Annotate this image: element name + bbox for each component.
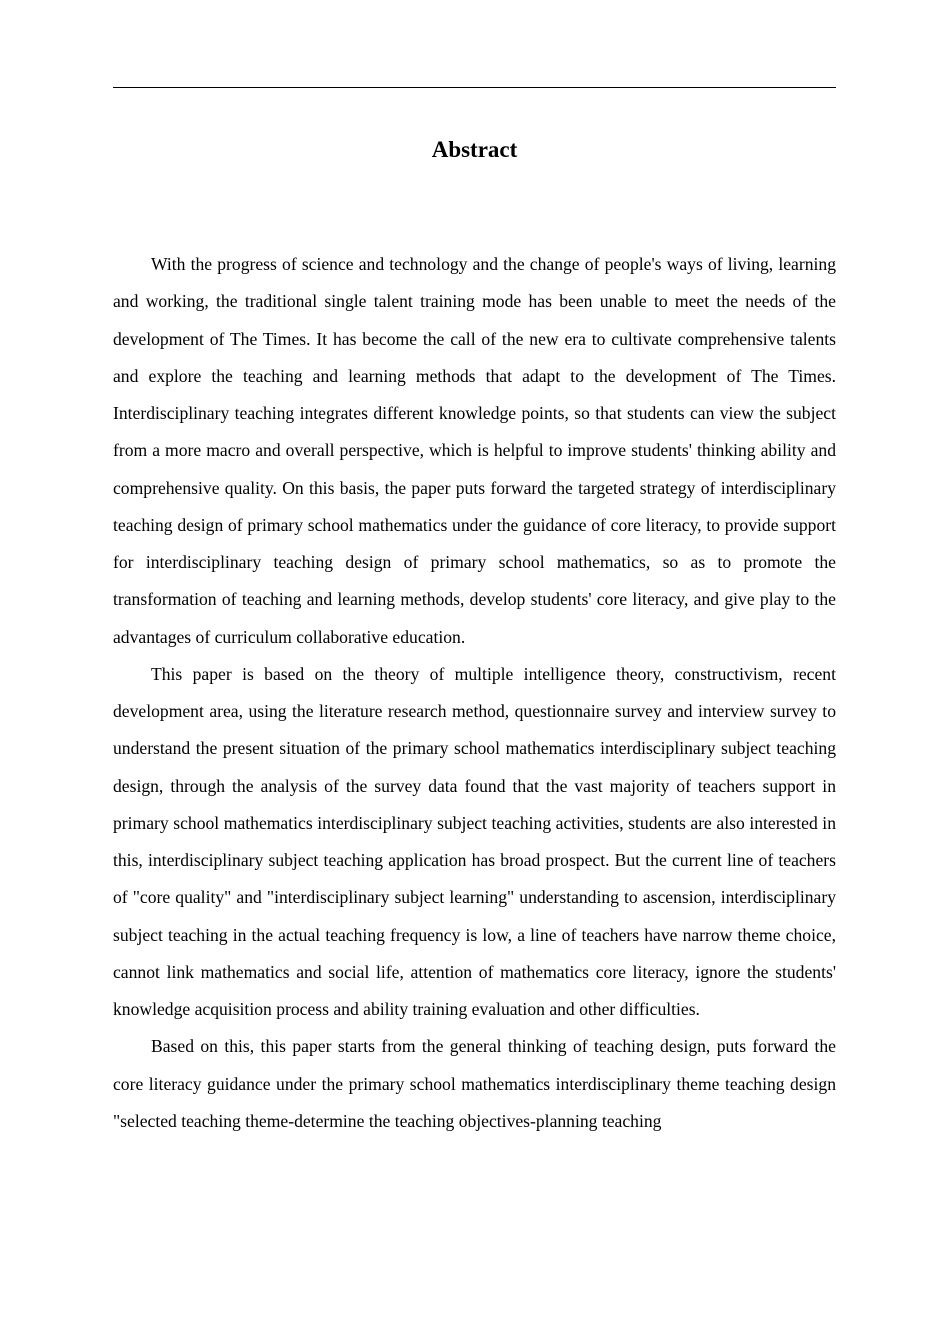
paragraph: This paper is based on the theory of multiple intelligence theory, constructivism, recent development area, using the literature research method, questionnaire survey and interview survey to understand the present situation of the primary school mathematics interdisciplinary subject teaching design, through the analysis of the survey data found that the vast majority of teachers support in primary school mathematics interdisciplinary subject teaching activities, students are also interested in this, interdisciplinary subject teaching application has broad prospect. But the current line of teachers of "core quality" and "interdisciplinary subject learning" understanding to ascension, interdisciplinary subject teaching in the actual teaching frequency is low, a line of teachers have narrow theme choice, cannot link mathematics and social life, attention of mathematics core literacy, ignore the students' knowledge acquisition process and ability training evaluation and other difficulties. [113, 663, 836, 1019]
page-title: Abstract [431, 137, 518, 162]
header-rule [113, 87, 836, 88]
abstract-body [113, 246, 836, 1140]
paragraph: With the progress of science and technology and the change of people's ways of living, learning and working, the traditional single talent training mode has been unable to meet the needs of the development of The Times. It has become the call of the new era to cultivate comprehensive talents and explore the teaching and learning methods that adapt to the development of The Times. Interdisciplinary teaching integrates different knowledge points, so that students can view the subject from a more macro and overall perspective, which is helpful to improve students' thinking ability and comprehensive quality. On this basis, the paper puts forward the targeted strategy of interdisciplinary teaching design of primary school mathematics under the guidance of core literacy, to provide support for interdisciplinary teaching design of primary school mathematics, so as to promote the transformation of teaching and learning methods, develop students' core literacy, and give play to the advantages of curriculum collaborative education. [113, 254, 836, 647]
paragraph: Based on this, this paper starts from the general thinking of teaching design, puts forward the core literacy guidance under the primary school mathematics interdisciplinary theme teaching design "selected teaching theme-determine the teaching objectives-planning teaching [113, 1036, 836, 1131]
